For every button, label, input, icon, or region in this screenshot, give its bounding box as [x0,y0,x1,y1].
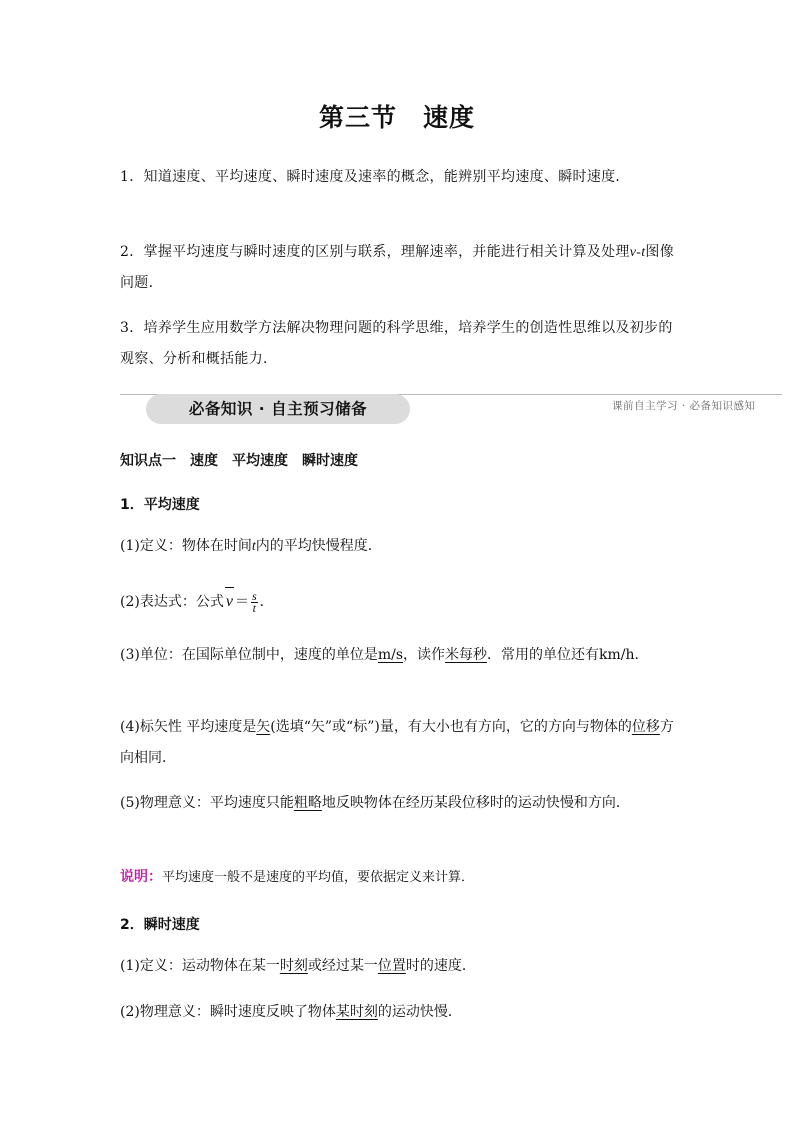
objective-text: 培养学生应用数学方法解决物理问题的科学思维，培养学生的创造性思维以及初步的观察、分析和概括能力． [120,320,673,367]
underlined-answer: 粗略 [293,795,322,811]
note-label: 说明： [120,869,162,885]
fraction-denominator: t [252,600,256,615]
objective-number: 2． [120,244,144,260]
fraction [251,588,258,615]
title-part2: 速度 [423,103,476,132]
avg-speed-meaning [120,788,680,819]
section-banner [146,394,410,424]
text: (5)物理意义：平均速度只能 [120,795,294,811]
t-symbol: t [251,539,256,554]
objective-number: 3． [120,320,144,336]
text: (2)表达式：公式 [120,594,224,610]
underlined-answer: 位置 [377,958,406,974]
instant-speed-meaning [120,997,680,1028]
text: 时的速度． [405,958,476,974]
text: (4)标矢性 平均速度是 [120,719,257,735]
objective-text-end: 图像问题． [120,244,674,291]
avg-speed-definition [120,531,680,562]
text: 内的平均快慢程度． [255,538,382,554]
note [120,862,680,893]
text: (1)定义：运动物体在某一 [120,958,280,974]
objective-3 [120,313,680,375]
avg-speed-unit [120,640,680,671]
objective-number: 1． [120,169,144,185]
text: 地反映物体在经历某段位移时的运动快慢和方向． [321,795,630,811]
underlined-answer: 矢 [256,719,271,735]
v-bar-symbol: v [224,586,235,617]
avg-speed-vector [120,712,680,774]
text: 或经过某一 [307,958,378,974]
text: (3)单位：在国际单位制中，速度的单位是 [120,647,378,663]
underlined-answer: 时刻 [279,958,308,974]
text: ，读作 [403,647,446,663]
knowledge-point-item: 速度 [190,453,218,469]
underlined-answer: 位移 [631,719,660,735]
text: 的运动快慢． [377,1004,462,1020]
text: (1)定义：物体在时间 [120,538,252,554]
text: 方向相同． [120,719,674,766]
underlined-answer: m/s [377,647,404,663]
text: ． [259,594,274,610]
objective-2 [120,237,680,299]
section1-heading: 1．平均速度 [120,497,200,513]
fraction-numerator: s [251,588,257,603]
text: ．常用的单位还有km/h． [487,647,649,663]
page-title [0,98,794,134]
banner-label: 必备知识 · 自主预习储备 [188,400,368,418]
instant-speed-definition [120,951,680,982]
vt-label: v-t [629,245,646,260]
banner-subtitle: 课前自主学习 · 必备知识感知 [612,400,756,412]
avg-speed-expression [120,586,680,618]
objective-1 [120,162,680,193]
knowledge-point-label: 知识点一 [120,453,176,469]
knowledge-point-heading [120,450,358,470]
knowledge-point-item: 瞬时速度 [302,453,358,469]
section2-heading: 2．瞬时速度 [120,917,200,933]
equals-sign: ＝ [234,594,249,610]
title-part1: 第三节 [318,103,397,132]
formula [224,586,260,618]
objective-text: 知道速度、平均速度、瞬时速度及速率的概念，能辨别平均速度、瞬时速度． [143,169,630,185]
underlined-answer: 米每秒 [445,647,488,663]
text: (选填“矢”或“标”)量，有大小也有方向，它的方向与物体的 [270,719,632,735]
text: (2)物理意义：瞬时速度反映了物体 [120,1004,336,1020]
objective-text: 掌握平均速度与瞬时速度的区别与联系，理解速率，并能进行相关计算及处理 [143,244,630,260]
knowledge-point-item: 平均速度 [232,453,288,469]
note-text: 平均速度一般不是速度的平均值，要依据定义来计算． [162,870,475,885]
underlined-answer: 某时刻 [335,1004,378,1020]
